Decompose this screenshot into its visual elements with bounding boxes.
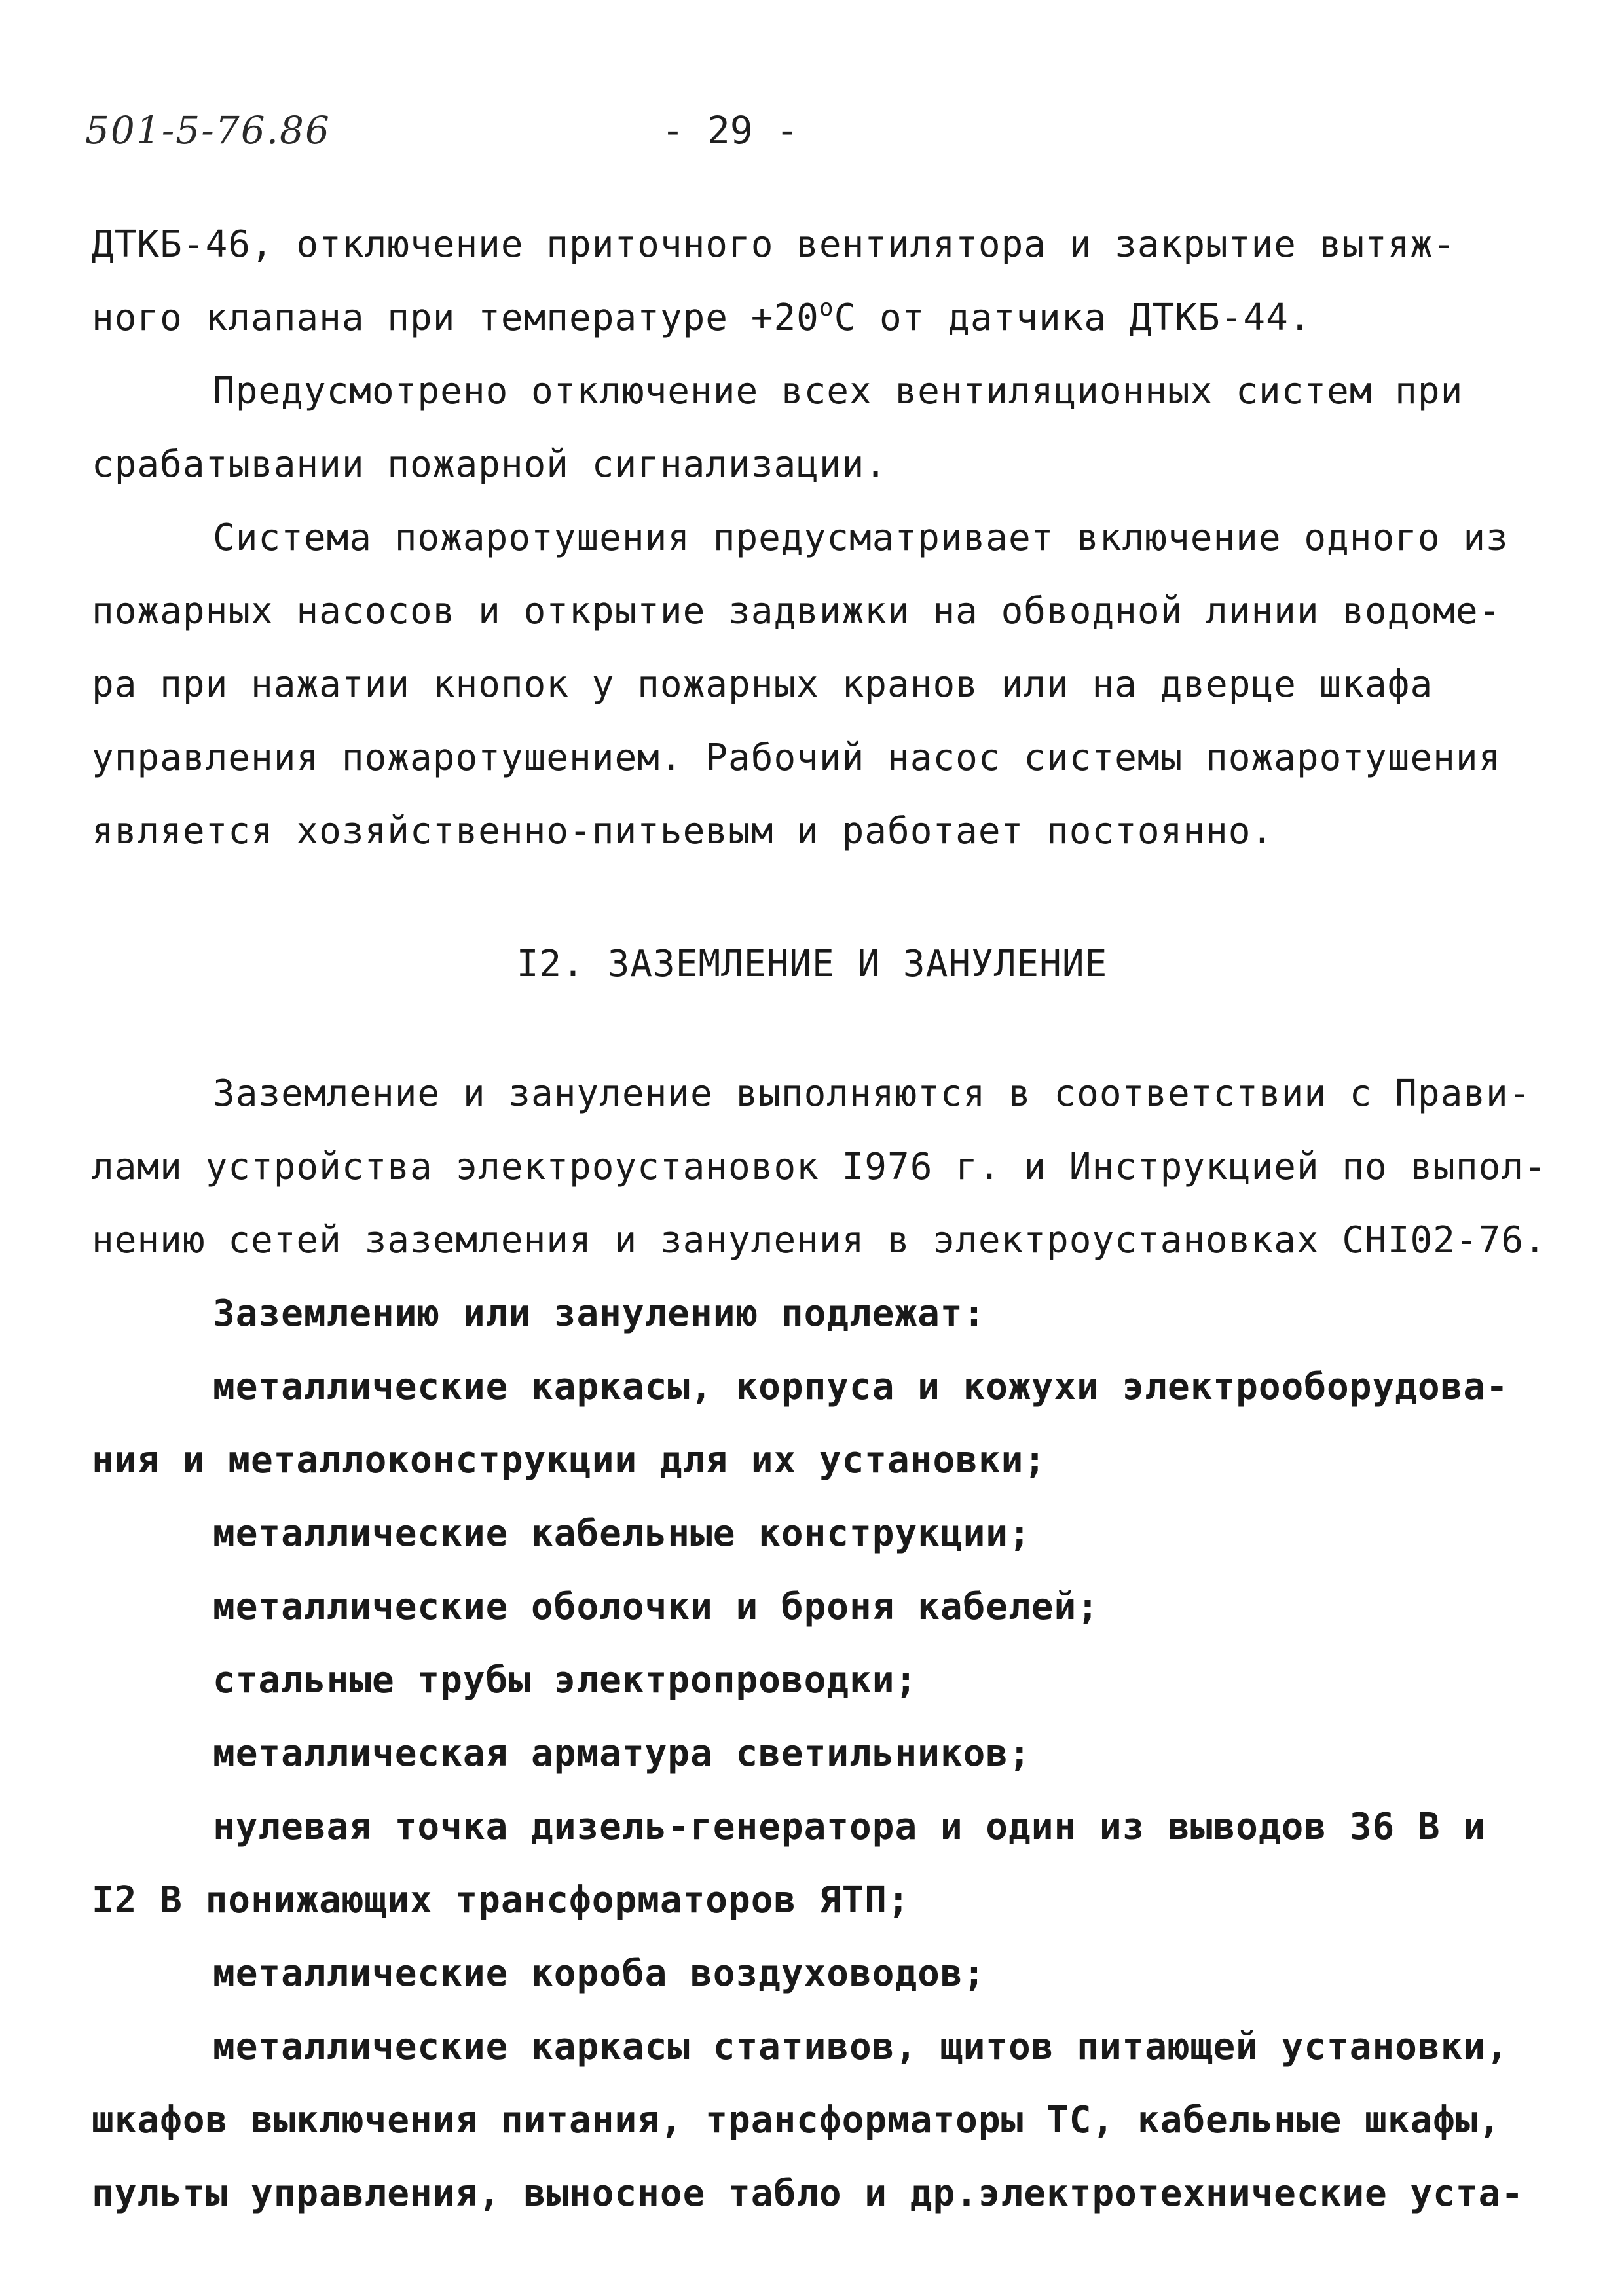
list-item: металлические оболочки и броня кабелей; bbox=[213, 1586, 1099, 1628]
list-item-continuation: шкафов выключения питания, трансформаторы ТС, кабельные шкафы, bbox=[92, 2099, 1502, 2141]
list-intro: Заземлению или занулению подлежат: bbox=[213, 1292, 986, 1335]
text-line: лами устройства электроустановок I976 г. и Инструкцией по выпол- bbox=[92, 1146, 1547, 1188]
paragraph-first-line: Система пожаротушения предусматривает включение одного из bbox=[213, 517, 1509, 559]
text-fragment: С от датчика ДТКБ-44. bbox=[834, 297, 1312, 339]
list-item-continuation: ния и металлоконструкции для их установки; bbox=[92, 1439, 1047, 1482]
section-heading: I2. ЗАЗЕМЛЕНИЕ И ЗАНУЛЕНИЕ bbox=[516, 943, 1108, 985]
list-item: металлические каркасы стативов, щитов питающей установки, bbox=[213, 2026, 1509, 2068]
degree-superscript: о bbox=[819, 295, 834, 321]
text-block-bottom bbox=[92, 1057, 1552, 2231]
list-item: металлические кабельные конструкции; bbox=[213, 1512, 1031, 1555]
text-line: является хозяйственно-питьевым и работает постоянно. bbox=[92, 810, 1274, 852]
list-item: металлические каркасы, корпуса и кожухи электрооборудова- bbox=[213, 1366, 1509, 1408]
text-line: ДТКБ-46, отключение приточного вентилятора и закрытие вытяж- bbox=[92, 223, 1456, 266]
text-line: управления пожаротушением. Рабочий насос системы пожаротушения bbox=[92, 737, 1502, 779]
list-item: стальные трубы электропроводки; bbox=[213, 1659, 918, 1702]
document-code: 501-5-76.86 bbox=[85, 108, 331, 153]
text-line: пожарных насосов и открытие задвижки на обводной линии водоме- bbox=[92, 590, 1502, 632]
text-block-top bbox=[92, 208, 1552, 868]
text-line bbox=[92, 282, 1552, 355]
paragraph-first-line: Предусмотрено отключение всех вентиляционных систем при bbox=[213, 370, 1464, 412]
list-item-continuation: I2 В понижающих трансформаторов ЯТП; bbox=[92, 1879, 910, 1922]
list-item: нулевая точка дизель-генератора и один из выводов 36 В и bbox=[213, 1806, 1486, 1848]
list-item: металлические короба воздуховодов; bbox=[213, 1952, 986, 1995]
text-line: нению сетей заземления и зануления в электроустановках СНI02-76. bbox=[92, 1219, 1547, 1262]
page-number: - 29 - bbox=[661, 108, 799, 153]
paragraph-first-line: Заземление и зануление выполняются в соответствии с Прави- bbox=[213, 1072, 1532, 1115]
list-item-continuation: пульты управления, выносное табло и др.электротехнические уста- bbox=[92, 2172, 1524, 2215]
text-line: ра при нажатии кнопок у пожарных кранов или на дверце шкафа bbox=[92, 663, 1433, 706]
text-fragment: ного клапана при температуре +20 bbox=[92, 297, 819, 339]
text-line: срабатывании пожарной сигнализации. bbox=[92, 443, 888, 486]
list-item: металлическая арматура светильников; bbox=[213, 1732, 1031, 1775]
